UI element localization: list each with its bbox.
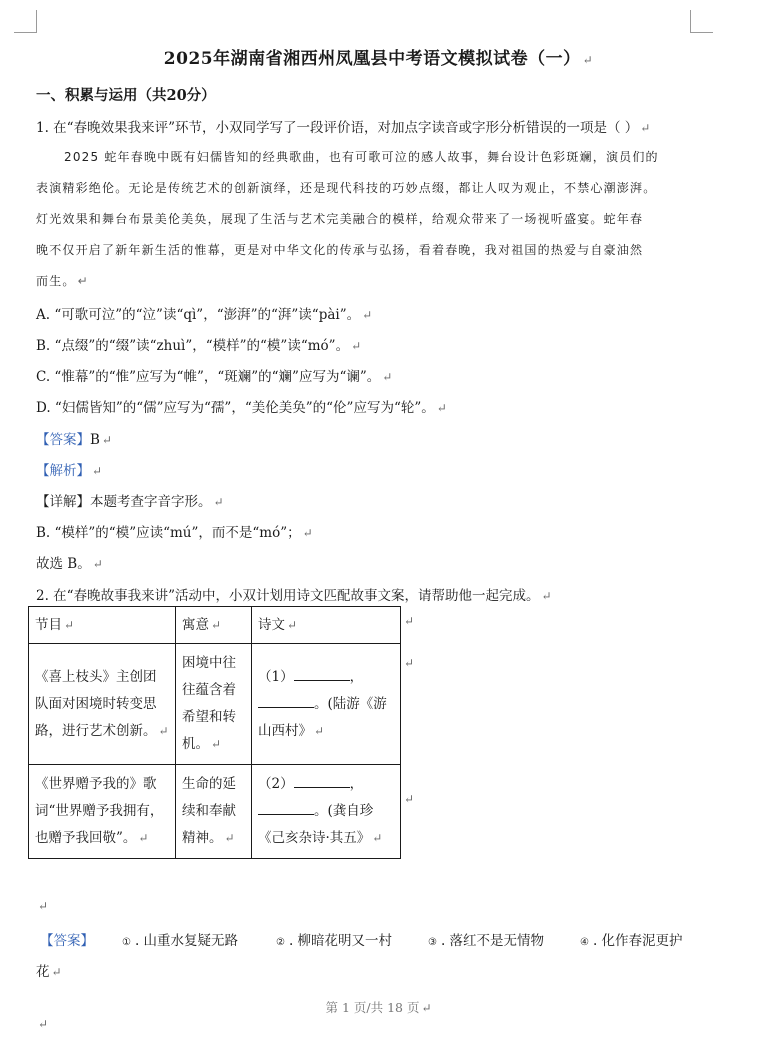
analysis-tag: 【解析】 [36, 463, 90, 479]
poetry-match-table [28, 606, 401, 859]
answer-tag: 【答案】 [36, 432, 90, 448]
paragraph-mark: ↵ [38, 899, 49, 913]
paragraph-mark: ↵ [211, 617, 222, 632]
exam-title-text: 2025年湖南省湘西州凤凰县中考语文模拟试卷（一） [163, 49, 581, 69]
paragraph-mark: ↵ [362, 308, 373, 322]
paragraph-mark: ↵ [287, 617, 298, 632]
paragraph-mark: ↵ [64, 617, 75, 632]
paragraph-mark: ↵ [302, 526, 313, 540]
paragraph-mark: ↵ [38, 1017, 49, 1031]
passage-line-3 [36, 210, 643, 227]
paragraph-mark: ↵ [213, 495, 224, 509]
table-row [29, 644, 401, 765]
verse-number: （1） [258, 668, 294, 685]
paragraph-mark: ↵ [351, 339, 362, 353]
paragraph-mark: ↵ [51, 965, 62, 979]
verse-cell: （2） ， 。(龚自珍《己亥杂诗·其五》 ↵ [252, 765, 401, 859]
section-heading [36, 84, 216, 105]
option-b-text: B. “点缀”的“缀”读“zhuì”，“模样”的“模”读“mó”。 [36, 338, 350, 354]
paragraph-mark: ↵ [101, 433, 112, 447]
question-1-stem-text: 1. 在“春晚效果我来评”环节，小双同学写了一段评价语，对加点字读音或字形分析错误的一项是（ ） [36, 120, 639, 136]
answer-blank[interactable] [258, 695, 314, 708]
empty-paragraph [36, 898, 48, 914]
question-2-stem [36, 584, 552, 604]
answer-value: B [90, 432, 100, 448]
option-a-text: A. “可歌可泣”的“泣”读“qì”，“澎湃”的“湃”读“pài”。 [36, 307, 361, 323]
analysis-line-1 [36, 459, 102, 479]
paragraph-mark: ↵ [404, 614, 415, 628]
program-text: 《世界赠予我的》歌词“世界赠予我拥有，也赠予我回敬”。 [35, 776, 164, 846]
answer-tail-text: 花 [36, 964, 50, 980]
header-meaning-text: 寓意 [182, 616, 209, 633]
passage-line-3-text: 灯光效果和舞台布景美伦美奂，展现了生活与艺术完美融合的模样，给观众带来了一场视听盛宴。蛇年春 [36, 212, 644, 226]
answer-blank[interactable] [294, 775, 350, 788]
answer-text: . 化作春泥更护 [592, 933, 683, 949]
verse-number: （2） [258, 776, 294, 792]
meaning-cell [176, 644, 252, 765]
answer-text: . 落红不是无情物 [440, 933, 545, 949]
paragraph-mark: ↵ [436, 401, 447, 415]
verse-source: 。(龚自珍《己亥杂诗·其五》 [258, 803, 374, 846]
passage-line-2 [36, 179, 656, 196]
paragraph-mark: ↵ [211, 737, 222, 751]
header-program-text: 节目 [35, 616, 62, 633]
paragraph-mark: ↵ [640, 121, 651, 135]
table-header-row [29, 607, 401, 644]
passage-line-2-text: 表演精彩绝伦。无论是传统艺术的创新演绎，还是现代科技的巧妙点缀，都让人叹为观止，不禁心潮澎湃。 [36, 181, 657, 195]
row-end-mark [404, 614, 414, 628]
paragraph-mark: ↵ [382, 370, 393, 384]
passage-line-1-text: 2025 蛇年春晚中既有妇儒皆知的经典歌曲，也有可歌可泣的感人故事，舞台设计色彩斑斓，演员们的 [64, 150, 659, 164]
header-verse-text: 诗文 [258, 616, 285, 633]
answer-line-1 [36, 428, 112, 448]
answer-number: ① [122, 937, 131, 948]
page-footer [0, 998, 757, 1016]
answer-number: ③ [428, 937, 437, 948]
program-cell [29, 765, 176, 859]
answer-item [276, 929, 392, 949]
answer-text: . 山重水复疑无路 [134, 933, 239, 949]
page-corner-mark-top-right [690, 10, 713, 33]
paragraph-mark: ↵ [582, 53, 594, 67]
explanation-text: B. “模样”的“模”应读“mú”，而不是“mó”； [36, 525, 301, 541]
meaning-text: 困境中往往蕴含着希望和转机。 [182, 655, 236, 752]
answer-number: ② [276, 937, 285, 948]
option-d [36, 396, 447, 416]
paragraph-mark: ↵ [314, 723, 325, 738]
answer-text: . 柳暗花明又一村 [288, 933, 393, 949]
paragraph-mark: ↵ [92, 464, 103, 478]
passage-line-5 [36, 272, 89, 289]
passage-line-4 [36, 241, 643, 258]
answer-item [428, 929, 544, 949]
paragraph-mark: ↵ [404, 792, 415, 806]
option-c-text: C. “惟幕”的“惟”应写为“帷”，“斑斓”的“斓”应写为“谰”。 [36, 369, 381, 385]
verse-cell: （1） ， 。(陆游《游山西村》 ↵ [252, 644, 401, 765]
page-corner-mark-top-left [14, 10, 37, 33]
question-2-stem-text: 2. 在“春晚故事我来讲”活动中，小双计划用诗文匹配故事文案，请帮助他一起完成。 [36, 588, 540, 604]
header-cell-verse [252, 607, 401, 644]
paragraph-mark: ↵ [158, 723, 169, 738]
program-cell [29, 644, 176, 765]
detail-line-1 [36, 490, 224, 510]
program-text: 《喜上枝头》主创团队面对困境时转变思路，进行艺术创新。 [35, 668, 157, 739]
paragraph-mark: ↵ [224, 831, 235, 845]
row-end-mark [404, 656, 414, 670]
paragraph-mark: ↵ [421, 1001, 432, 1015]
passage-line-5-text: 而生。 [36, 274, 76, 288]
verse-source: 。(陆游《游山西村》 [258, 695, 387, 739]
passage-line-4-text: 晚不仅开启了新年新生活的惟幕，更是对中华文化的传承与弘扬，看着春晚，我对祖国的热爱与自豪油然 [36, 243, 644, 257]
empty-paragraph [36, 1016, 48, 1032]
paragraph-mark: ↵ [92, 557, 103, 571]
detail-text: 【详解】本题考查字音字形。 [36, 494, 212, 510]
conclusion-text: 故选 B。 [36, 556, 91, 572]
option-b [36, 334, 361, 354]
paragraph-mark: ↵ [372, 831, 383, 845]
answer-blank[interactable] [258, 802, 314, 815]
option-c [36, 365, 392, 385]
answer-blank[interactable] [294, 668, 350, 681]
paragraph-mark: ↵ [541, 589, 552, 603]
answer-number: ④ [580, 937, 589, 948]
passage-line-1 [64, 148, 659, 165]
answer-item [580, 929, 683, 949]
exam-title [0, 44, 757, 69]
answer-item [122, 929, 238, 949]
answer-continuation [36, 960, 62, 980]
header-cell-program [29, 607, 176, 644]
table-row [29, 765, 401, 859]
meaning-cell [176, 765, 252, 859]
paragraph-mark: ↵ [138, 831, 149, 845]
explanation-line-1 [36, 521, 313, 541]
option-d-text: D. “妇儒皆知”的“儒”应写为“孺”，“美伦美奂”的“伦”应写为“轮”。 [36, 400, 435, 416]
paragraph-mark: ↵ [404, 656, 415, 670]
paragraph-mark: ↵ [77, 274, 89, 288]
header-cell-meaning [176, 607, 252, 644]
row-end-mark [404, 792, 414, 806]
answer-tag: 【答案】 [40, 933, 94, 949]
question-1-stem [36, 116, 650, 136]
page-number: 第 1 页/共 18 页 [325, 1000, 420, 1015]
meaning-text: 生命的延续和奉献精神。 [182, 776, 236, 846]
conclusion-line-1 [36, 552, 103, 572]
section-heading-text: 一、积累与运用（共20分） [36, 87, 216, 104]
option-a [36, 303, 372, 323]
